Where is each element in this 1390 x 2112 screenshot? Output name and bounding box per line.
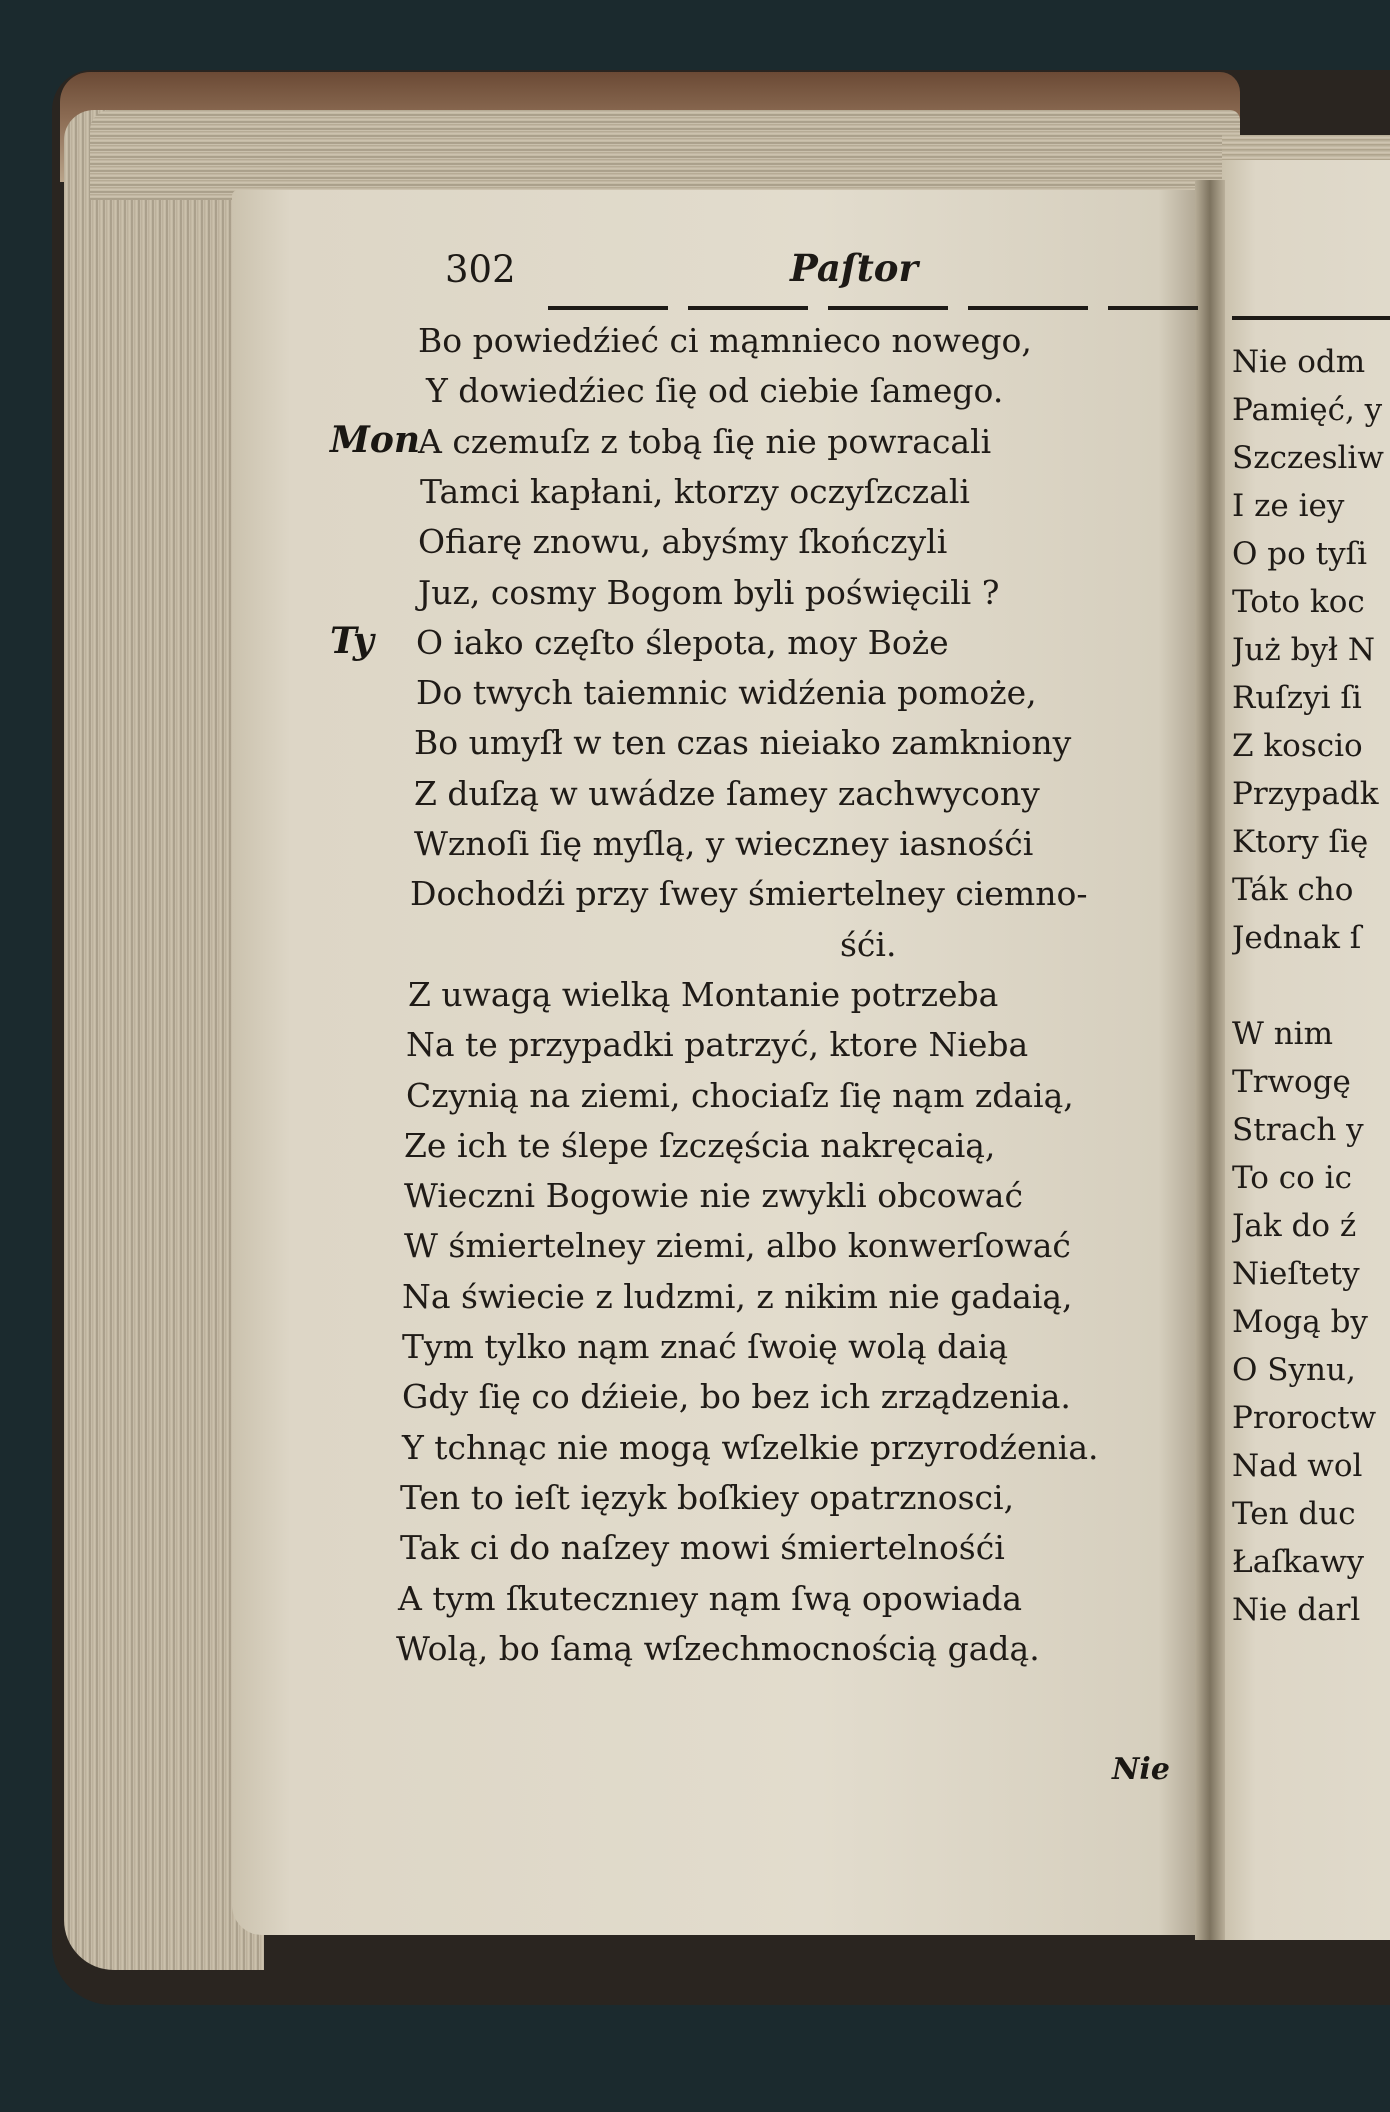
verse-line: A czemuſz z tobą ſię nie powracali <box>418 421 992 461</box>
verse-line: śći. <box>840 924 897 964</box>
right-header-rule <box>1232 316 1390 320</box>
verse-line: A tym ſkutecznıey nąm ſwą opowiada <box>398 1578 1023 1618</box>
verse-line: Dochodźi przy ſwey śmiertelney ciemno- <box>410 874 1088 914</box>
verse-line: W śmiertelney ziemi, albo konwerſować <box>404 1226 1071 1266</box>
right-page-line: I ze iey <box>1232 488 1345 524</box>
verse-line: Wolą, bo ſamą wſzechmocnością gadą. <box>396 1628 1040 1668</box>
catchword: Nie <box>1112 1752 1170 1787</box>
right-page-line: O Synu, <box>1232 1352 1356 1388</box>
book-gutter <box>1195 180 1225 1940</box>
verse-line: Bo umyſł w ten czas nieiako zamkniony <box>414 723 1072 763</box>
verse-line: Wznoſi ſię myſlą, y wieczney iasnośći <box>414 824 1034 863</box>
verse-line: Na świecie z ludzmi, z nikim nie gadaią, <box>402 1276 1073 1316</box>
running-head: Paſtor <box>790 246 918 290</box>
right-page-line: Mogą by <box>1232 1304 1368 1340</box>
verse-line: Z duſzą w uwádze ſamey zachwycony <box>414 773 1040 813</box>
right-page-line: Jak do ź <box>1232 1208 1357 1244</box>
speaker-label: Mon <box>330 418 421 461</box>
verse-line: Czynią na ziemi, chociaſz ſię nąm zdaią, <box>406 1075 1074 1115</box>
verse-line: Na te przypadki patrzyć, ktore Nieba <box>406 1025 1029 1065</box>
right-page-line: Ten duc <box>1232 1496 1356 1532</box>
right-page-line: To co ic <box>1232 1160 1352 1196</box>
right-page-line: Jednak ſ <box>1232 920 1362 956</box>
page-edges-top <box>90 110 1240 200</box>
right-page-line: Proroctw <box>1232 1400 1377 1436</box>
right-page-line: Nie odm <box>1232 344 1366 380</box>
verse-line: Juz, cosmy Bogom byli poświęcili ? <box>418 572 1000 612</box>
verse-line: Z uwagą wielką Montanie potrzeba <box>408 974 999 1014</box>
speaker-label: Ty <box>330 619 374 662</box>
right-page-line: Toto koc <box>1232 584 1365 620</box>
verse-line: Do twych taiemnic widźenia pomoże, <box>416 673 1037 713</box>
verse-line: Ofiarę znowu, abyśmy ſkończyli <box>418 522 948 562</box>
verse-line: Ten to ieſt ięzyk boſkiey opatrznosci, <box>400 1477 1015 1517</box>
right-page-line: Nad wol <box>1232 1448 1363 1484</box>
right-page-line: Trwogę <box>1232 1064 1351 1100</box>
verse-line: Bo powiedźieć ci mąmnieco nowego, <box>418 321 1032 360</box>
verse-line: Tak ci do naſzey mowi śmiertelnośći <box>400 1528 1005 1568</box>
right-page-line: Nie darl <box>1232 1592 1361 1628</box>
right-page-line: Strach y <box>1232 1112 1364 1148</box>
page-number: 302 <box>445 248 516 291</box>
right-page-line: O po tyſi <box>1232 536 1367 572</box>
right-page-line: Przypadk <box>1232 776 1379 812</box>
right-page-line: Z koscio <box>1232 728 1363 764</box>
verse-line: Tym tylko nąm znać ſwoię wolą daią <box>402 1327 1009 1366</box>
right-page-line: Łaſkawy <box>1232 1544 1365 1580</box>
right-page-line: Ktory ſię <box>1232 824 1369 860</box>
right-page-line: Już był N <box>1232 632 1375 668</box>
right-page-line: Pamięć, y <box>1232 392 1383 428</box>
verse-line: Y dowiedźiec ſię od ciebie ſamego. <box>426 371 1004 411</box>
right-page-line: Ruſzyi ſi <box>1232 680 1362 716</box>
right-page-line: Ták cho <box>1232 872 1354 908</box>
verse-line: Gdy ſię co dźieie, bo bez ich zrządzenia. <box>402 1377 1071 1417</box>
right-page-line: Szczesliw <box>1232 440 1384 476</box>
verse-line: Y tchnąc nie mogą wſzelkie przyrodźenia. <box>402 1427 1099 1467</box>
verse-line: Tamci kapłani, ktorzy oczyſzczali <box>420 471 970 511</box>
verse-line: Wieczni Bogowie nie zwykli obcować <box>404 1176 1023 1216</box>
right-page-line: Nieſtety <box>1232 1256 1360 1292</box>
verse-line: Ze ich te ślepe ſzczęścia nakręcaią, <box>404 1125 996 1165</box>
verse-line: O iako częſto ślepota, moy Boże <box>416 622 949 662</box>
header-rule <box>548 306 1198 310</box>
right-page-line: W nim <box>1232 1016 1333 1052</box>
